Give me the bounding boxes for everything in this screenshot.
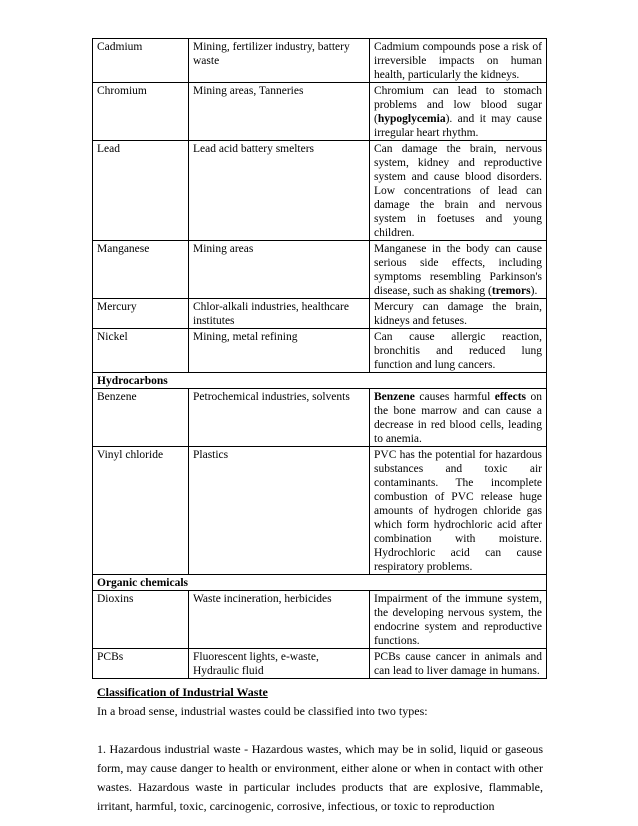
bold-term: tremors [491, 285, 531, 297]
effect-cell: Can damage the brain, nervous system, kidney and reproductive system and cause blood disorders. Low concentrations of lead can damage the brain and nervous system in foetuses and young children. [370, 141, 547, 241]
source-cell: Lead acid battery smelters [189, 141, 370, 241]
agent-cell: Lead [93, 141, 189, 241]
effect-cell: Benzene causes harmful effects on the bone marrow and can cause a decrease in red blood cells, leading to anemia. [370, 389, 547, 447]
bold-term: effects [494, 391, 527, 403]
bold-term: hypoglycemia [377, 113, 446, 125]
agent-cell: Chromium [93, 83, 189, 141]
bold-term: Benzene [374, 391, 415, 403]
source-cell: Chlor-alkali industries, healthcare institutes [189, 299, 370, 329]
agent-cell: Mercury [93, 299, 189, 329]
source-cell: Plastics [189, 447, 370, 575]
agent-cell: PCBs [93, 649, 189, 679]
agent-cell: Cadmium [93, 39, 189, 83]
table-row-chromium [93, 83, 547, 141]
effect-cell: Cadmium compounds pose a risk of irreversible impacts on human health, particularly the kidneys. [370, 39, 547, 83]
toxic-substances-table [92, 38, 547, 679]
effect-cell: Manganese in the body can cause serious side effects, including symptoms resembling Parkinson's disease, such as shaking (tremors). [370, 241, 547, 299]
table-section-hydrocarbons [93, 373, 547, 389]
table-row-dioxins [93, 591, 547, 649]
hazardous-waste-paragraph: 1. Hazardous industrial waste - Hazardous wastes, which may be in solid, liquid or gaseous form, may cause danger to health or environment, either alone or when in contact with other wastes. Hazardous waste in particular includes products that are explosive, flammable, irritant, harmful, toxic, carcinogenic, corrosive, infectious, or toxic to reproduction [97, 742, 543, 813]
agent-cell: Manganese [93, 241, 189, 299]
source-cell: Mining, metal refining [189, 329, 370, 373]
table-row-benzene [93, 389, 547, 447]
agent-cell: Dioxins [93, 591, 189, 649]
source-cell: Mining areas [189, 241, 370, 299]
table-row-mercury [93, 299, 547, 329]
source-cell: Petrochemical industries, solvents [189, 389, 370, 447]
table-row-pcbs [93, 649, 547, 679]
source-cell: Mining, fertilizer industry, battery waste [189, 39, 370, 83]
agent-cell: Nickel [93, 329, 189, 373]
table-row-vinyl-chloride [93, 447, 547, 575]
effect-cell: Mercury can damage the brain, kidneys and fetuses. [370, 299, 547, 329]
effect-cell: Chromium can lead to stomach problems and low blood sugar (hypoglycemia). and it may cause irregular heart rhythm. [370, 83, 547, 141]
effect-cell: PVC has the potential for hazardous substances and toxic air contaminants. The incomplete combustion of PVC release huge amounts of hydrogen chloride gas which form hydrochloric acid after combination with moisture. Hydrochloric acid can cause respiratory problems. [370, 447, 547, 575]
source-cell: Fluorescent lights, e-waste, Hydraulic fluid [189, 649, 370, 679]
source-cell: Waste incineration, herbicides [189, 591, 370, 649]
effect-cell: Impairment of the immune system, the developing nervous system, the endocrine system and reproductive functions. [370, 591, 547, 649]
effect-cell: PCBs cause cancer in animals and can lead to liver damage in humans. [370, 649, 547, 679]
table-row-lead [93, 141, 547, 241]
source-cell: Mining areas, Tanneries [189, 83, 370, 141]
table-row-cadmium [93, 39, 547, 83]
table-row-nickel [93, 329, 547, 373]
section-label: Hydrocarbons [93, 373, 547, 389]
section-label: Organic chemicals [93, 575, 547, 591]
effect-cell: Can cause allergic reaction, bronchitis and reduced lung function and lung cancers. [370, 329, 547, 373]
agent-cell: Vinyl chloride [93, 447, 189, 575]
table-row-manganese [93, 241, 547, 299]
intro-paragraph: In a broad sense, industrial wastes could be classified into two types: [97, 704, 428, 718]
table-section-organic-chemicals [93, 575, 547, 591]
agent-cell: Benzene [93, 389, 189, 447]
section-heading: Classification of Industrial Waste [97, 685, 268, 699]
